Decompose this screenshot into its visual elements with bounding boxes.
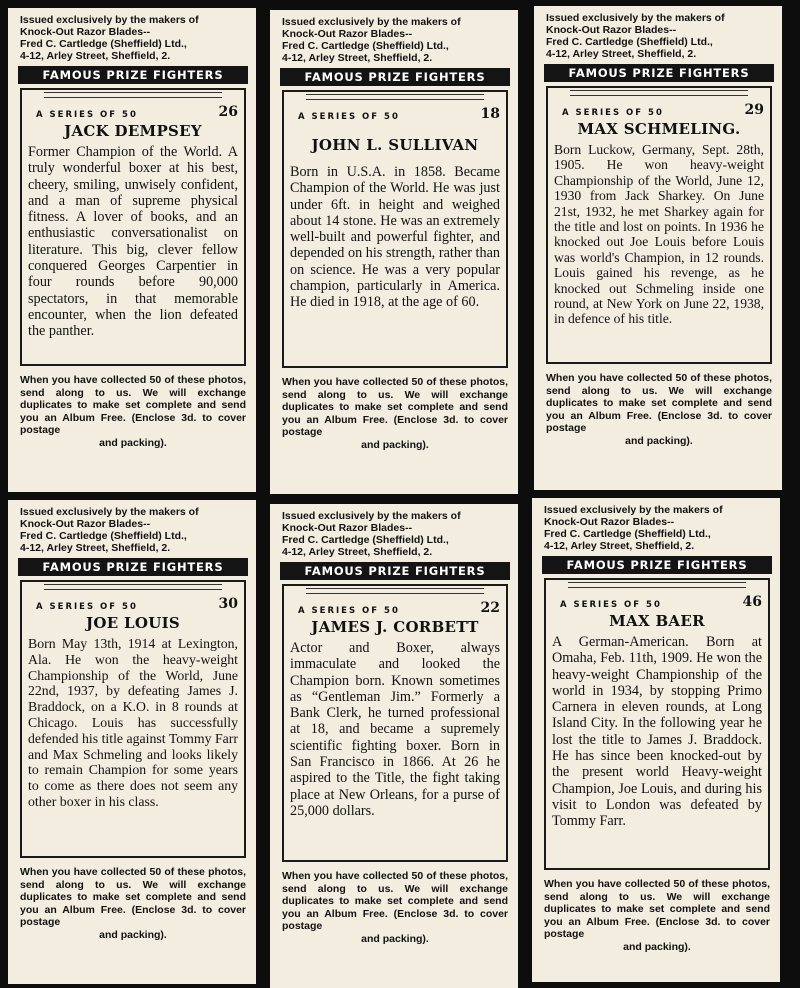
footer-last-line: and packing). <box>99 928 167 941</box>
bio-panel <box>282 584 508 862</box>
series-title-banner: FAMOUS PRIZE FIGHTERS <box>280 68 510 86</box>
footer-last-line: and packing). <box>361 932 429 945</box>
card-number: 30 <box>218 596 238 612</box>
card-max-schmeling <box>534 6 782 490</box>
issuer-text: Issued exclusively by the makers of Knock-Out Razor Blades-- Fred C. Cartledge (Sheffield) Ltd., 4-12, Arley Street, Sheffield, 2. <box>20 14 199 62</box>
panel-ornament <box>568 582 746 588</box>
series-title-banner: FAMOUS PRIZE FIGHTERS <box>18 558 248 576</box>
footer-last-line: and packing). <box>99 436 167 449</box>
issuer-text: Issued exclusively by the makers of Knock-Out Razor Blades-- Fred C. Cartledge (Sheffield) Ltd., 4-12, Arley Street, Sheffield, 2. <box>546 12 725 60</box>
series-row <box>36 104 238 120</box>
series-label: A SERIES OF 50 <box>560 600 662 610</box>
panel-ornament <box>570 90 748 96</box>
fighter-bio: Born May 13th, 1914 at Lexington, Ala. He won the heavy-weight Championship of the World, June 22nd, 1937, by defeating James J. Braddock, on a K.O. in 8 rounds at Chicago. Louis has successfully defended his title against Tommy Farr and Max Schmeling and looks likely to remain Champion for some years to come as there does not seem any other boxer in his class. <box>28 636 238 809</box>
fighter-name: JOE LOUIS <box>85 614 181 632</box>
card-number: 46 <box>742 594 762 610</box>
series-label: A SERIES OF 50 <box>298 606 400 616</box>
panel-ornament <box>306 94 484 100</box>
series-label: A SERIES OF 50 <box>36 602 138 612</box>
series-label: A SERIES OF 50 <box>36 110 138 120</box>
series-row <box>298 106 500 122</box>
bio-panel <box>282 90 508 368</box>
series-label: A SERIES OF 50 <box>298 112 400 122</box>
issuer-text: Issued exclusively by the makers of Knock-Out Razor Blades-- Fred C. Cartledge (Sheffield) Ltd., 4-12, Arley Street, Sheffield, 2. <box>282 510 461 558</box>
panel-ornament <box>306 588 484 594</box>
series-row <box>560 594 762 610</box>
panel-ornament <box>44 92 222 98</box>
card-john-l-sullivan <box>270 10 518 494</box>
card-james-j-corbett <box>270 504 518 988</box>
footer-last-line: and packing). <box>361 438 429 451</box>
bio-panel <box>20 88 246 366</box>
bio-panel <box>546 86 772 364</box>
fighter-bio: Born in U.S.A. in 1858. Became Champion of the World. He was just under 6ft. in height and weighed about 14 stone. He was an extremely well-built and powerful fighter, and depended on his strength, rather than on science. He was a very popular champion, particularly in America. He died in 1918, at the age of 60. <box>290 164 500 311</box>
collect-footer <box>20 866 246 941</box>
fighter-bio: A German-American. Born at Omaha, Feb. 11th, 1909. He won the heavy-weight Championship of the world in 1934, by stopping Primo Carnera in eleven rounds, at Long Island City. In the following year he lost the title to James J. Braddock. He has since been knocked-out by the present world Heavy-weight Champion, Joe Louis, and during his visit to London was defeated by Tommy Farr. <box>552 634 762 830</box>
series-row <box>562 102 764 118</box>
fighter-name: MAX BAER <box>609 612 705 630</box>
fighter-name: MAX SCHMELING. <box>577 120 741 138</box>
footer-text: When you have collected 50 of these photos, send along to us. We will exchange duplicates to make set complete and send you an Album Free. (Enclose 3d. to cover postage <box>546 372 772 434</box>
footer-last-line: and packing). <box>625 434 693 447</box>
issuer-text: Issued exclusively by the makers of Knock-Out Razor Blades-- Fred C. Cartledge (Sheffield) Ltd., 4-12, Arley Street, Sheffield, 2. <box>544 504 723 552</box>
card-jack-dempsey <box>8 8 256 492</box>
panel-ornament <box>44 584 222 590</box>
issuer-text: Issued exclusively by the makers of Knock-Out Razor Blades-- Fred C. Cartledge (Sheffield) Ltd., 4-12, Arley Street, Sheffield, 2. <box>282 16 461 64</box>
collect-footer <box>20 374 246 449</box>
fighter-name: JACK DEMPSEY <box>64 122 202 140</box>
fighter-name: JOHN L. SULLIVAN <box>311 136 479 154</box>
footer-text: When you have collected 50 of these photos, send along to us. We will exchange duplicates to make set complete and send you an Album Free. (Enclose 3d. to cover postage <box>20 374 246 436</box>
collect-footer <box>546 372 772 447</box>
footer-text: When you have collected 50 of these photos, send along to us. We will exchange duplicates to make set complete and send you an Album Free. (Enclose 3d. to cover postage <box>20 866 246 928</box>
collect-footer <box>544 878 770 953</box>
series-title-banner: FAMOUS PRIZE FIGHTERS <box>18 66 248 84</box>
footer-last-line: and packing). <box>623 940 691 953</box>
series-title-banner: FAMOUS PRIZE FIGHTERS <box>542 556 772 574</box>
fighter-bio: Born Luckow, Germany, Sept. 28th, 1905. He won heavy-weight Championship of the World, June 12, 1930 from Jack Sharkey. On June 21st, 1932, he met Sharkey again for the title and lost on points. In 1936 he knocked out Joe Louis before Louis was world's Champion, in 12 rounds. Louis gained his revenge, as he knocked out Schmeling inside one round, at New York on June 22, 1938, in defence of his title. <box>554 142 764 327</box>
series-title-banner: FAMOUS PRIZE FIGHTERS <box>280 562 510 580</box>
series-label: A SERIES OF 50 <box>562 108 664 118</box>
card-number: 18 <box>480 106 500 122</box>
fighter-bio: Actor and Boxer, always immaculate and looked the Champion born. Known sometimes as “Gentleman Jim.” Formerly a Bank Clerk, he turned professional at 18, and became a supremely scientific fighting boxer. Born in San Francisco in 1866. At 26 he aspired to the Title, the fight taking place at New Orleans, for a purse of 25,000 dollars. <box>290 640 500 819</box>
series-row <box>298 600 500 616</box>
card-max-baer <box>532 498 780 982</box>
card-number: 26 <box>218 104 238 120</box>
card-joe-louis <box>8 500 256 984</box>
fighter-bio: Former Champion of the World. A truly wonderful boxer at his best, cheery, smiling, unwisely confident, and a man of supreme physical fitness. A lover of books, and an enthusiastic conversationalist on literature. This big, clever fellow conquered Georges Carpentier in four rounds before 90,000 spectators, in that memorable encounter, when the lion defeated the panther. <box>28 144 238 340</box>
footer-text: When you have collected 50 of these photos, send along to us. We will exchange duplicates to make set complete and send you an Album Free. (Enclose 3d. to cover postage <box>282 870 508 932</box>
card-number: 22 <box>480 600 500 616</box>
series-row <box>36 596 238 612</box>
footer-text: When you have collected 50 of these photos, send along to us. We will exchange duplicates to make set complete and send you an Album Free. (Enclose 3d. to cover postage <box>544 878 770 940</box>
series-title-banner: FAMOUS PRIZE FIGHTERS <box>544 64 774 82</box>
card-number: 29 <box>744 102 764 118</box>
bio-panel <box>544 578 770 870</box>
collect-footer <box>282 376 508 451</box>
issuer-text: Issued exclusively by the makers of Knock-Out Razor Blades-- Fred C. Cartledge (Sheffield) Ltd., 4-12, Arley Street, Sheffield, 2. <box>20 506 199 554</box>
fighter-name: JAMES J. CORBETT <box>311 618 479 636</box>
footer-text: When you have collected 50 of these photos, send along to us. We will exchange duplicates to make set complete and send you an Album Free. (Enclose 3d. to cover postage <box>282 376 508 438</box>
collect-footer <box>282 870 508 945</box>
bio-panel <box>20 580 246 858</box>
